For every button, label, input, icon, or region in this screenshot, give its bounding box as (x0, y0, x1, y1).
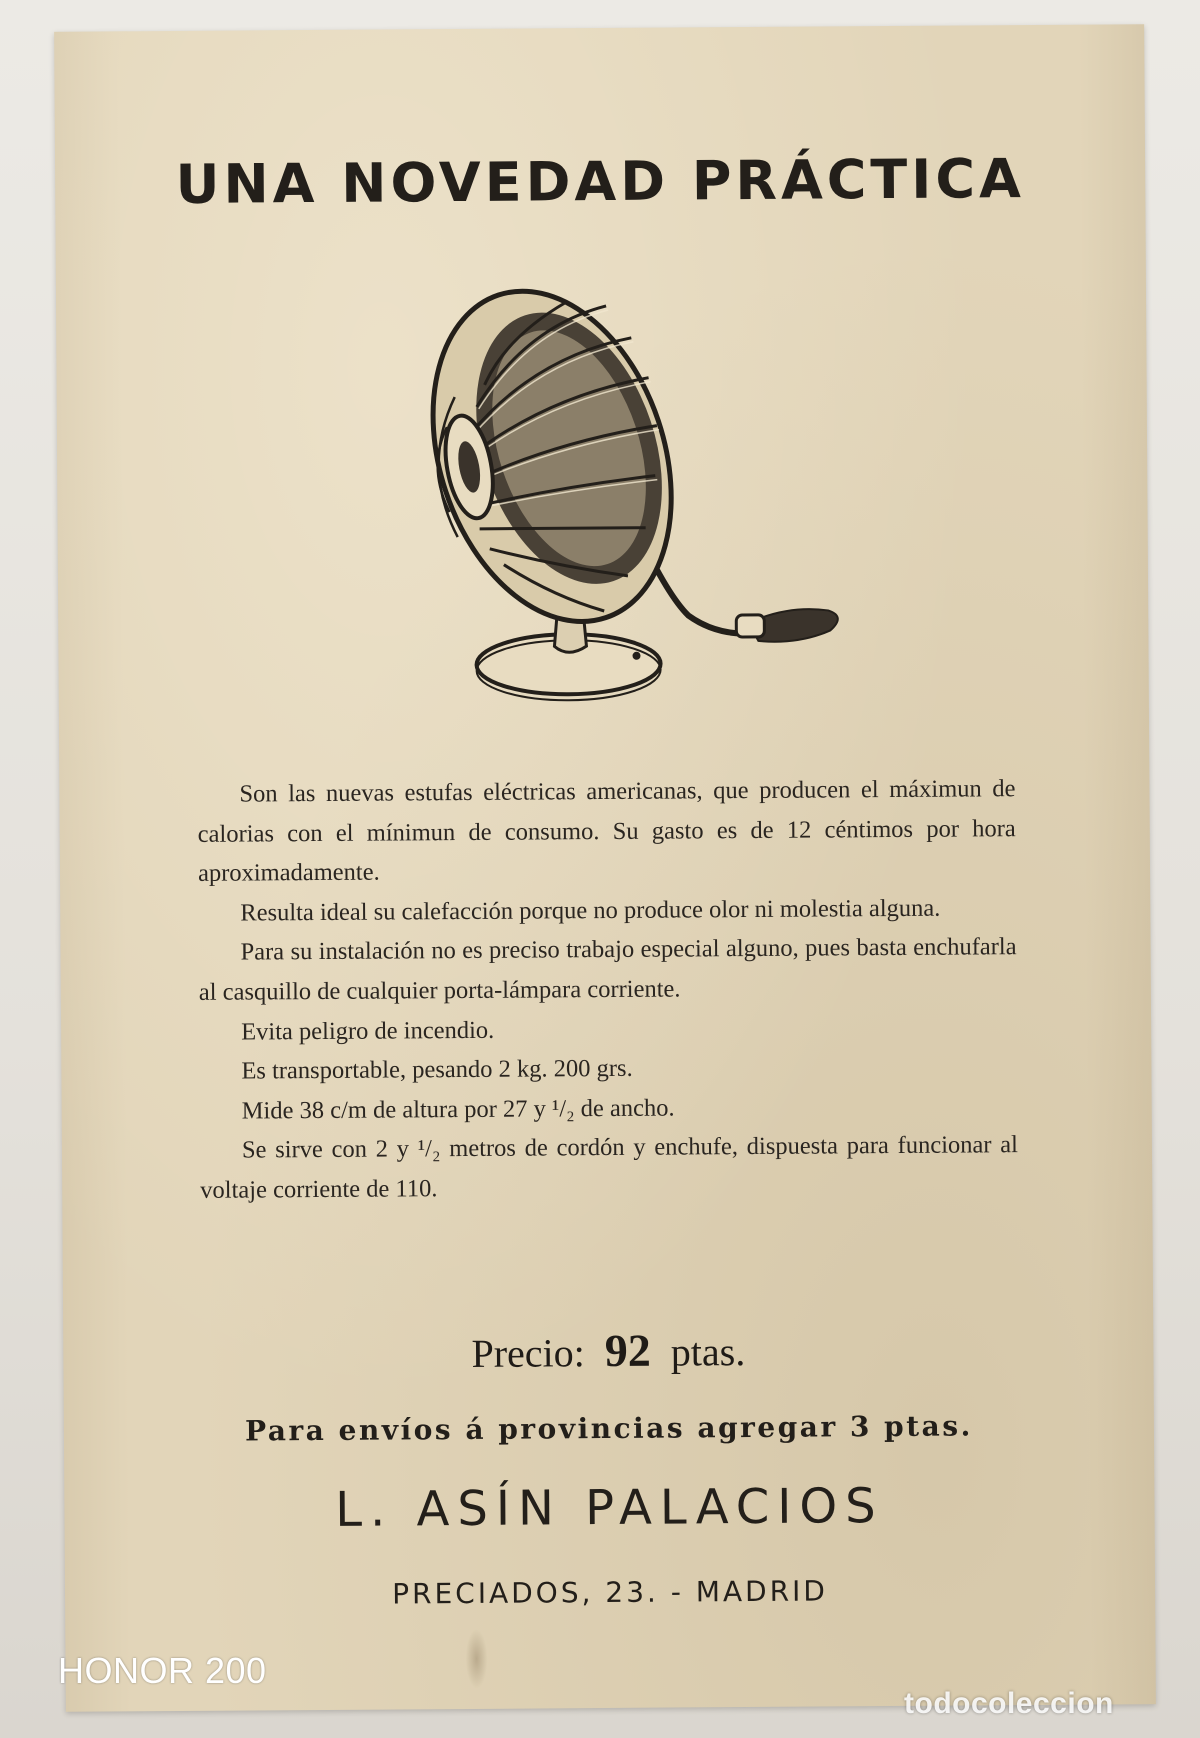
paragraph-weight: Es transportable, pesando 2 kg. 200 grs. (241, 1054, 633, 1085)
flyer-title: UNA NOVEDAD PRÁCTICA (175, 147, 1025, 216)
price-label: Precio: (471, 1330, 585, 1376)
paragraph-heating: Resulta ideal su calefacción porque no produce olor ni molestia alguna. (240, 894, 941, 927)
paragraph-fire-safety: Evita peligro de incendio. (241, 1016, 495, 1046)
site-watermark: todocoleccion (904, 1687, 1114, 1720)
company-address: PRECIADOS, 23. - MADRID (392, 1574, 829, 1611)
device-watermark: HONOR 200 (58, 1650, 267, 1691)
shipping-note: Para envíos á provincias agregar 3 ptas. (244, 1409, 973, 1448)
paper-stain (465, 1629, 487, 1689)
paragraph-cord-voltage: Se sirve con 2 y ¹/₂ metros de cordón y enchufe, dispuesta para funcionar al voltaje corriente de 110. (200, 1131, 1019, 1204)
flyer-body-text (197, 769, 1018, 1210)
company-name: L. ASÍN PALACIOS (335, 1478, 884, 1538)
printed-flyer (54, 24, 1156, 1712)
price-unit: ptas. (670, 1329, 746, 1375)
paragraph-description: Son las nuevas estufas eléctricas americanas, que producen el máximun de calorias con el mínimun de consumo. Su gasto es de 12 céntimos por hora aproximadamente. (197, 775, 1016, 888)
electric-heater-illustration (416, 264, 859, 717)
price-amount: 92 (604, 1324, 651, 1377)
paragraph-dimensions: Mide 38 c/m de altura por 27 y ¹/₂ de ancho. (241, 1094, 675, 1125)
price-line (63, 1320, 1153, 1381)
paragraph-installation: Para su instalación no es preciso trabajo especial alguno, pues basta enchufarla al casquillo de cualquier porta-lámpara corriente. (198, 933, 1017, 1006)
